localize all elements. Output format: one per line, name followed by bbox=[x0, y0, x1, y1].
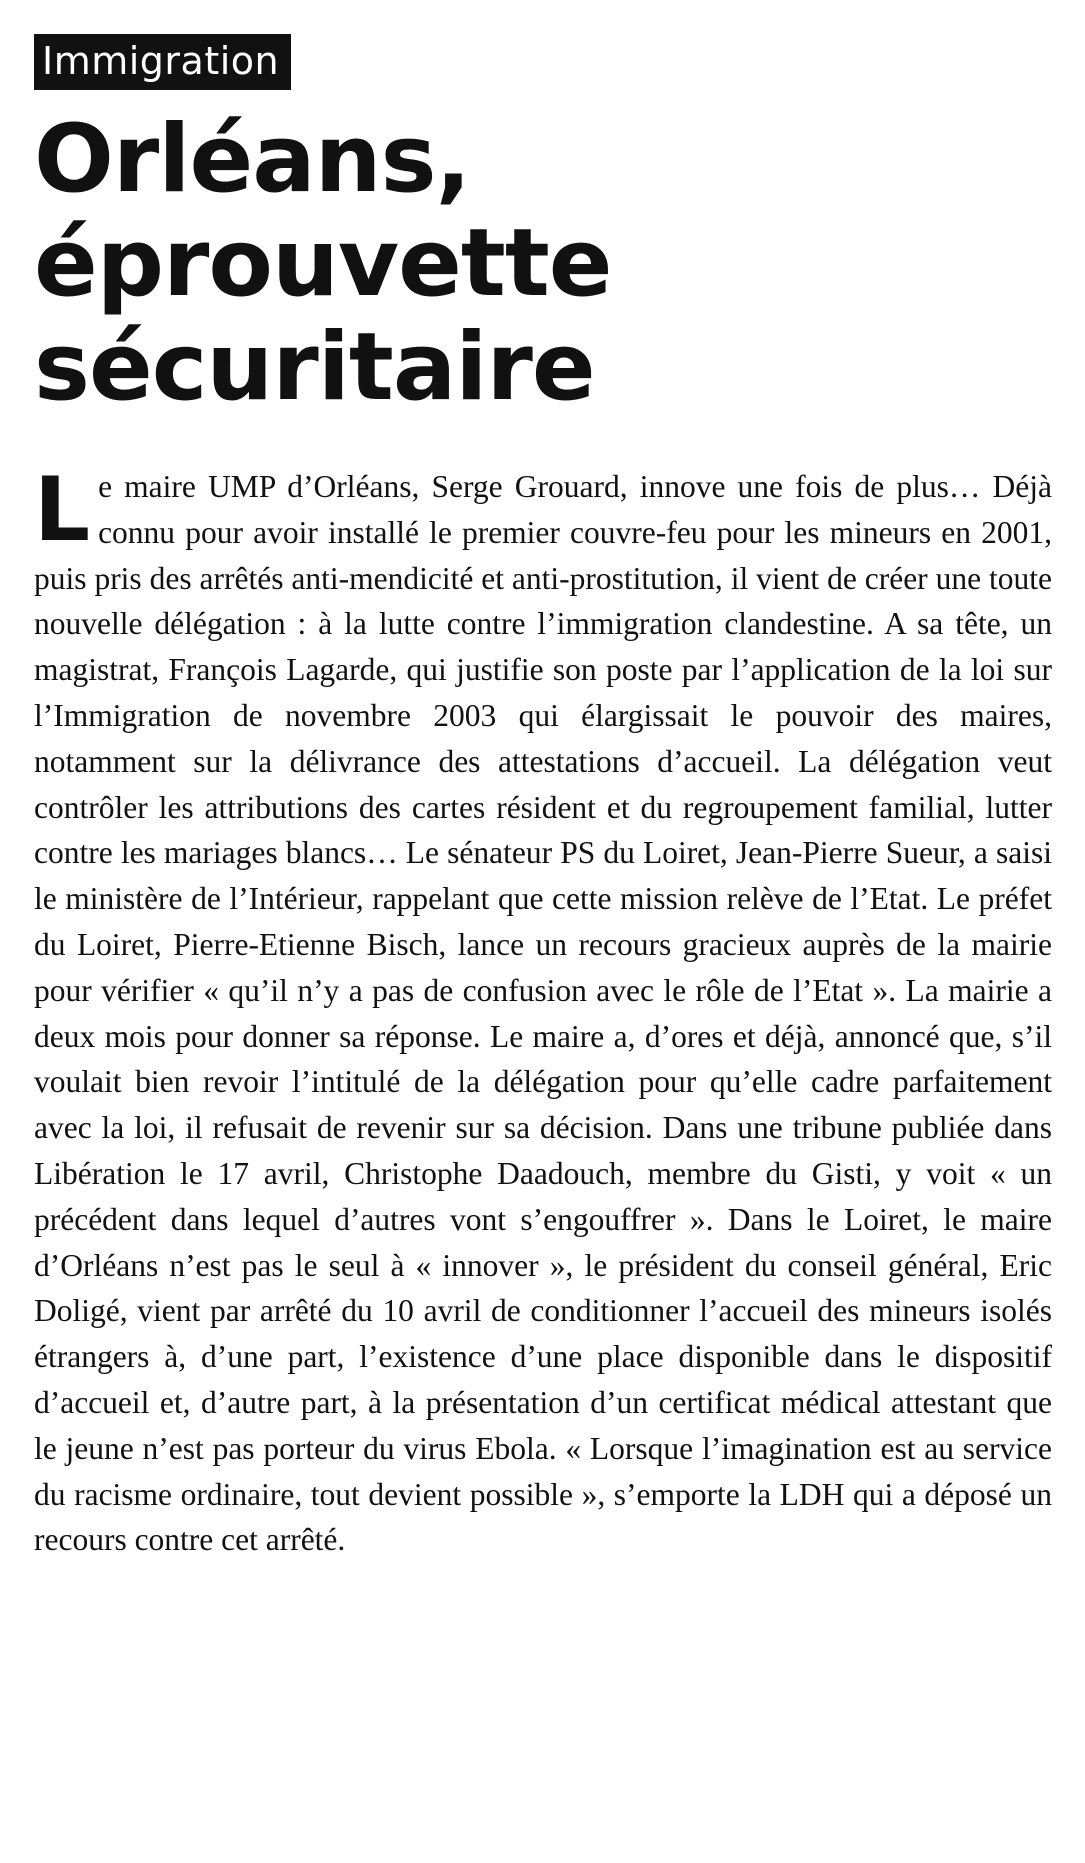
body-text: e maire UMP d’Orléans, Serge Grouard, innove une fois de plus… Déjà connu pour avoir installé le premier couvre-feu pour les mineurs en 2001, puis pris des arrêtés anti-mendicité et anti-prostitution, il vient de créer une toute nouvelle délégation : à la lutte contre l’immigration clandestine. A sa tête, un magistrat, François Lagarde, qui justifie son poste par l’application de la loi sur l’Immigration de novembre 2003 qui élargissait le pouvoir des maires, notamment sur la délivrance des attestations d’accueil. La délégation veut contrôler les attributions des cartes résident et du regroupement familial, lutter contre les mariages blancs… Le sénateur PS du Loiret, Jean-Pierre Sueur, a saisi le ministère de l’Intérieur, rappelant que cette mission relève de l’Etat. Le préfet du Loiret, Pierre-Etienne Bisch, lance un recours gracieux auprès de la mairie pour vérifier « qu’il n’y a pas de confusion avec le rôle de l’Etat ». La mairie a deux mois pour donner sa réponse. Le maire a, d’ores et déjà, annoncé que, s’il voulait bien revoir l’intitulé de la délégation pour qu’elle cadre parfaitement avec la loi, il refusait de revenir sur sa décision. Dans une tribune publiée dans Libération le 17 avril, Christophe Daadouch, membre du Gisti, y voit « un précédent dans lequel d’autres vont s’engouffrer ». Dans le Loiret, le maire d’Orléans n’est pas le seul à « innover », le président du conseil général, Eric Doligé, vient par arrêté du 10 avril de conditionner l’accueil des mineurs isolés étrangers à, d’une part, l’existence d’une place disponible dans le dispositif d’accueil et, d’autre part, à la présentation d’un certificat médical attestant que le jeune n’est pas porteur du virus Ebola. « Lorsque l’imagination est au service du racisme ordinaire, tout devient possible », s’emporte la LDH qui a déposé un recours contre cet arrêté. bbox=[34, 469, 1052, 1558]
headline bbox=[34, 105, 1052, 422]
drop-cap: L bbox=[34, 458, 91, 561]
article-body bbox=[34, 458, 1052, 1563]
headline-line-1: Orléans, éprouvette bbox=[34, 105, 612, 318]
section-kicker: Immigration bbox=[34, 34, 291, 90]
headline-line-2: sécuritaire bbox=[34, 313, 595, 422]
article bbox=[34, 34, 1052, 1563]
